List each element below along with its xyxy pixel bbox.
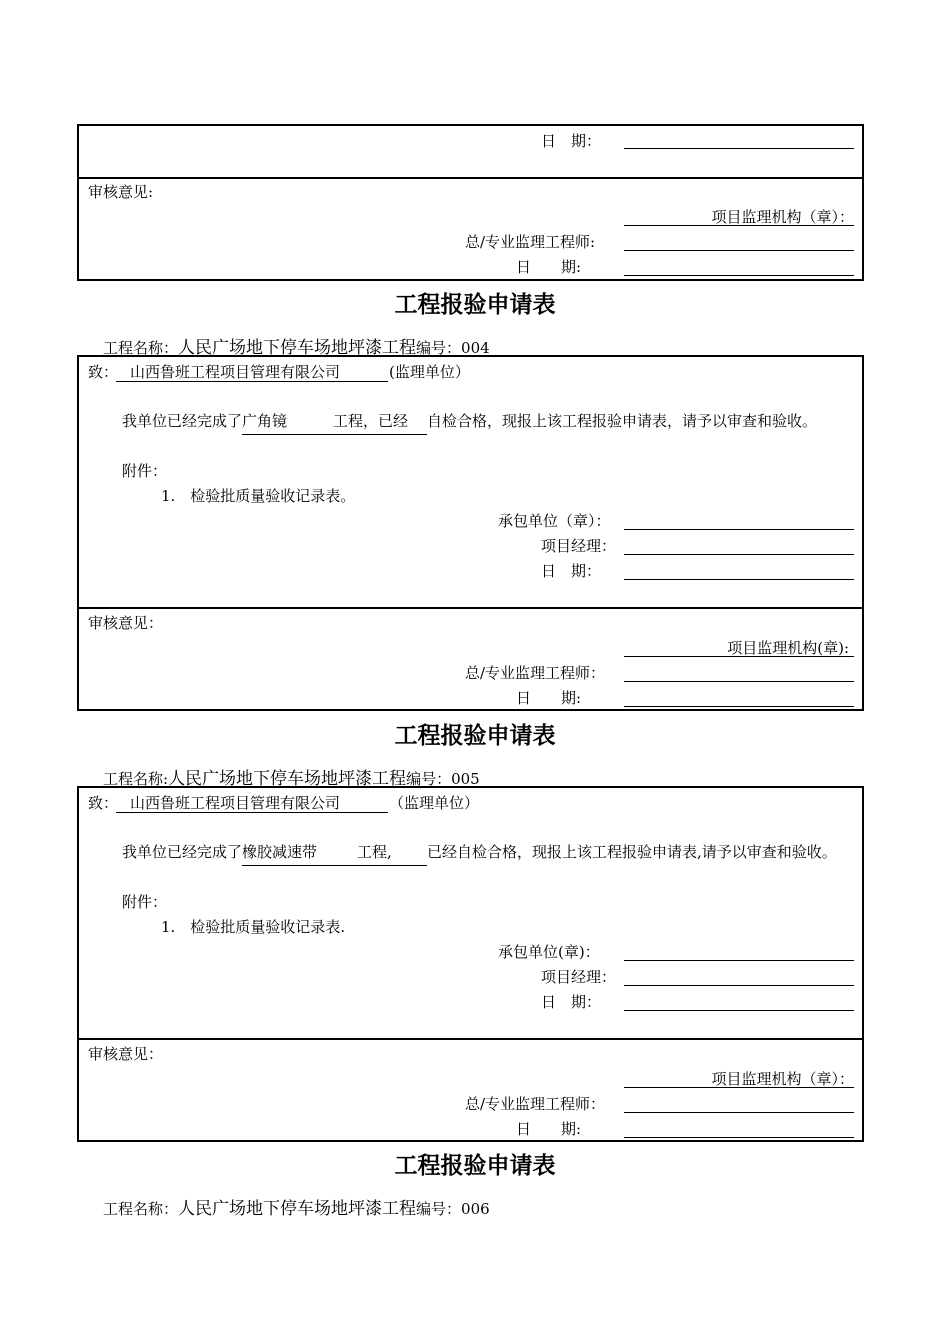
- form-title: 工程报验申请表: [394, 292, 556, 318]
- body-pre: 我单位已经完成了: [122, 412, 243, 430]
- application-paragraph: [87, 840, 853, 866]
- supervisor-org-line[interactable]: [624, 656, 854, 657]
- date-line[interactable]: [624, 579, 854, 580]
- body-post: 已经自检合格，现报上该工程报验申请表,请予以审查和验收。: [427, 843, 837, 861]
- work-item[interactable]: 广角镜 工程，已经: [242, 409, 427, 435]
- engineer-label: 总/专业监理工程师:: [465, 233, 596, 251]
- number-label: 编号：: [406, 770, 452, 788]
- date-label: 日 期：: [541, 132, 602, 150]
- supervisor-org-line[interactable]: [624, 225, 854, 226]
- to-company-line[interactable]: [116, 812, 388, 813]
- to-company-line[interactable]: [116, 381, 388, 382]
- engineer-line[interactable]: [624, 1112, 854, 1113]
- pm-line[interactable]: [624, 554, 854, 555]
- engineer-line[interactable]: [624, 681, 854, 682]
- form-title: 工程报验申请表: [394, 723, 556, 749]
- project-name: 人民广场地下停车场地坪漆工程: [178, 338, 417, 358]
- section-divider: [79, 607, 862, 609]
- contractor-label: 承包单位(章)：: [498, 943, 600, 961]
- project-prefix: 工程名称：: [103, 339, 179, 357]
- date2-label: 日 期:: [516, 1120, 582, 1138]
- supervisor-org-label: 项目监理机构（章）：: [711, 208, 854, 226]
- body-pre: 我单位已经完成了: [122, 843, 243, 861]
- to-label: 致：: [88, 794, 119, 812]
- attachment-label: 附件：: [122, 893, 168, 911]
- to-company: 山西鲁班工程项目管理有限公司: [130, 363, 341, 381]
- attachment-item: 1. 检验批质量验收记录表.: [161, 918, 346, 936]
- form-005: [77, 786, 864, 1142]
- number-value: 006: [461, 1200, 490, 1218]
- pm-label: 项目经理：: [541, 537, 617, 555]
- date-label: 日 期：: [541, 562, 602, 580]
- pm-line[interactable]: [624, 985, 854, 986]
- to-suffix: (监理单位）: [389, 363, 470, 381]
- to-suffix: （监理单位）: [389, 794, 480, 812]
- attachment-item: 1. 检验批质量验收记录表。: [161, 487, 356, 505]
- date-line[interactable]: [624, 1010, 854, 1011]
- review-label: 审核意见：: [88, 1045, 164, 1063]
- form-title: 工程报验申请表: [394, 1153, 556, 1179]
- number-value: 004: [461, 339, 490, 357]
- section-divider: [79, 177, 862, 179]
- supervisor-org-line[interactable]: [624, 1087, 854, 1088]
- engineer-line[interactable]: [624, 250, 854, 251]
- to-label: 致：: [88, 363, 119, 381]
- body-post: 自检合格，现报上该工程报验申请表，请予以审查和验收。: [427, 412, 818, 430]
- contractor-label: 承包单位（章）：: [498, 512, 611, 530]
- contractor-line[interactable]: [624, 529, 854, 530]
- attachment-label: 附件：: [122, 462, 168, 480]
- work-item[interactable]: 橡胶减速带 工程,: [242, 840, 427, 866]
- date-field-line[interactable]: [624, 148, 854, 149]
- form-004: [77, 355, 864, 711]
- review-label: 审核意见:: [88, 183, 154, 201]
- number-label: 编号：: [416, 339, 462, 357]
- date2-line[interactable]: [624, 1137, 854, 1138]
- form-top-partial: [77, 124, 864, 281]
- date2-label: 日 期:: [516, 258, 582, 276]
- project-name-row: [103, 1194, 490, 1219]
- review-label: 审核意见：: [88, 614, 164, 632]
- project-prefix: 工程名称:: [103, 770, 169, 788]
- date2-label: 日 期:: [516, 689, 582, 707]
- project-name: 人民广场地下停车场地坪漆工程: [178, 1199, 417, 1219]
- supervisor-org-label: 项目监理机构（章）：: [711, 1070, 854, 1088]
- date-label: 日 期：: [541, 993, 602, 1011]
- to-company: 山西鲁班工程项目管理有限公司: [130, 794, 341, 812]
- date2-line[interactable]: [624, 275, 854, 276]
- project-name: 人民广场地下停车场地坪漆工程: [168, 769, 407, 789]
- number-value: 005: [451, 770, 480, 788]
- number-label: 编号：: [416, 1200, 462, 1218]
- section-divider: [79, 1038, 862, 1040]
- application-paragraph: [87, 409, 853, 435]
- supervisor-org-label: 项目监理机构(章):: [727, 639, 849, 657]
- engineer-label: 总/专业监理工程师：: [465, 1095, 606, 1113]
- project-prefix: 工程名称：: [103, 1200, 179, 1218]
- engineer-label: 总/专业监理工程师：: [465, 664, 606, 682]
- contractor-line[interactable]: [624, 960, 854, 961]
- pm-label: 项目经理：: [541, 968, 617, 986]
- date2-line[interactable]: [624, 706, 854, 707]
